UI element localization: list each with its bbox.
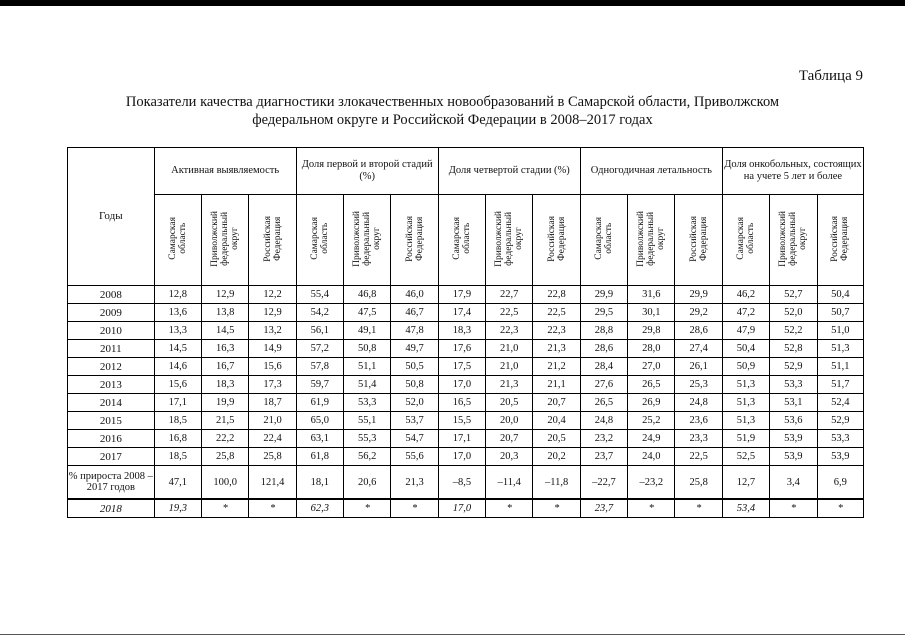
- table-row: [68, 286, 864, 304]
- value-cell: 21,0: [249, 412, 296, 430]
- value-cell: 46,0: [391, 286, 438, 304]
- value-cell: 50,9: [722, 358, 769, 376]
- value-cell: –22,7: [580, 466, 627, 500]
- value-cell: *: [391, 499, 438, 518]
- table-row: [68, 340, 864, 358]
- value-cell: 17,0: [438, 448, 485, 466]
- value-cell: 55,3: [344, 430, 391, 448]
- value-cell: 56,2: [344, 448, 391, 466]
- value-cell: 22,5: [675, 448, 722, 466]
- value-cell: 3,4: [770, 466, 817, 500]
- year-cell: 2014: [68, 394, 155, 412]
- value-cell: 61,9: [296, 394, 343, 412]
- value-cell: 55,4: [296, 286, 343, 304]
- group-header-one-year-mortality: Одногодичная летальность: [580, 148, 722, 195]
- value-cell: 51,3: [722, 376, 769, 394]
- value-cell: 20,3: [486, 448, 533, 466]
- value-cell: 57,2: [296, 340, 343, 358]
- value-cell: *: [486, 499, 533, 518]
- subheader-samara: Самарская область: [296, 195, 343, 286]
- value-cell: 12,7: [722, 466, 769, 500]
- value-cell: 25,8: [249, 448, 296, 466]
- value-cell: 29,9: [580, 286, 627, 304]
- subheader-russia: Российская Федерация: [817, 195, 864, 286]
- subheader-russia: Российская Федерация: [249, 195, 296, 286]
- year-cell: 2011: [68, 340, 155, 358]
- value-cell: 31,6: [628, 286, 675, 304]
- value-cell: 17,5: [438, 358, 485, 376]
- value-cell: 47,8: [391, 322, 438, 340]
- value-cell: 51,1: [344, 358, 391, 376]
- value-cell: 50,5: [391, 358, 438, 376]
- value-cell: *: [201, 499, 248, 518]
- value-cell: 62,3: [296, 499, 343, 518]
- value-cell: 16,3: [201, 340, 248, 358]
- title-line-2: федеральном округе и Российской Федерации в 2008–2017 годах: [252, 112, 653, 128]
- value-cell: 22,5: [533, 304, 580, 322]
- value-cell: 55,6: [391, 448, 438, 466]
- subheader-russia: Российская Федерация: [533, 195, 580, 286]
- value-cell: 63,1: [296, 430, 343, 448]
- value-cell: 18,3: [438, 322, 485, 340]
- value-cell: 13,8: [201, 304, 248, 322]
- value-cell: –23,2: [628, 466, 675, 500]
- value-cell: 28,4: [580, 358, 627, 376]
- value-cell: 17,4: [438, 304, 485, 322]
- year-cell: 2018: [68, 499, 155, 518]
- table-title: [100, 93, 805, 129]
- value-cell: 53,9: [770, 448, 817, 466]
- year-cell: 2016: [68, 430, 155, 448]
- value-cell: 52,7: [770, 286, 817, 304]
- value-cell: 53,6: [770, 412, 817, 430]
- table-row: [68, 394, 864, 412]
- subheader-samara: Самарская область: [722, 195, 769, 286]
- value-cell: 15,5: [438, 412, 485, 430]
- value-cell: 23,7: [580, 448, 627, 466]
- value-cell: 55,1: [344, 412, 391, 430]
- value-cell: 14,5: [201, 322, 248, 340]
- value-cell: –11,4: [486, 466, 533, 500]
- value-cell: 22,3: [486, 322, 533, 340]
- value-cell: *: [675, 499, 722, 518]
- value-cell: 12,9: [249, 304, 296, 322]
- value-cell: 51,7: [817, 376, 864, 394]
- value-cell: *: [628, 499, 675, 518]
- subheader-volga: Приволжский федеральный округ: [770, 195, 817, 286]
- value-cell: 46,2: [722, 286, 769, 304]
- value-cell: 30,1: [628, 304, 675, 322]
- subheader-russia: Российская Федерация: [675, 195, 722, 286]
- value-cell: 13,6: [154, 304, 201, 322]
- subheader-russia: Российская Федерация: [391, 195, 438, 286]
- value-cell: 21,2: [533, 358, 580, 376]
- year-cell: 2012: [68, 358, 155, 376]
- table-row: [68, 322, 864, 340]
- value-cell: 15,6: [249, 358, 296, 376]
- value-cell: 51,0: [817, 322, 864, 340]
- value-cell: 50,8: [391, 376, 438, 394]
- value-cell: 27,4: [675, 340, 722, 358]
- value-cell: 100,0: [201, 466, 248, 500]
- table-row: [68, 376, 864, 394]
- value-cell: 26,9: [628, 394, 675, 412]
- value-cell: 46,7: [391, 304, 438, 322]
- value-cell: 29,8: [628, 322, 675, 340]
- value-cell: 52,0: [391, 394, 438, 412]
- value-cell: 16,5: [438, 394, 485, 412]
- value-cell: *: [770, 499, 817, 518]
- value-cell: 23,2: [580, 430, 627, 448]
- value-cell: 15,6: [154, 376, 201, 394]
- value-cell: 20,7: [533, 394, 580, 412]
- value-cell: 53,3: [344, 394, 391, 412]
- value-cell: 17,0: [438, 376, 485, 394]
- subheader-volga: Приволжский федеральный округ: [344, 195, 391, 286]
- value-cell: 17,6: [438, 340, 485, 358]
- value-cell: *: [817, 499, 864, 518]
- table-row: [68, 430, 864, 448]
- years-header: Годы: [68, 148, 155, 286]
- value-cell: *: [249, 499, 296, 518]
- value-cell: 17,0: [438, 499, 485, 518]
- value-cell: 14,9: [249, 340, 296, 358]
- value-cell: 22,4: [249, 430, 296, 448]
- value-cell: 27,0: [628, 358, 675, 376]
- value-cell: 29,9: [675, 286, 722, 304]
- value-cell: 20,2: [533, 448, 580, 466]
- value-cell: 51,3: [817, 340, 864, 358]
- subheader-samara: Самарская область: [154, 195, 201, 286]
- value-cell: 28,0: [628, 340, 675, 358]
- value-cell: 24,8: [580, 412, 627, 430]
- value-cell: 56,1: [296, 322, 343, 340]
- value-cell: 54,7: [391, 430, 438, 448]
- value-cell: 53,3: [770, 376, 817, 394]
- value-cell: 24,0: [628, 448, 675, 466]
- value-cell: 29,2: [675, 304, 722, 322]
- value-cell: 121,4: [249, 466, 296, 500]
- value-cell: 25,2: [628, 412, 675, 430]
- value-cell: 22,8: [533, 286, 580, 304]
- value-cell: 18,3: [201, 376, 248, 394]
- value-cell: 20,5: [486, 394, 533, 412]
- value-cell: –8,5: [438, 466, 485, 500]
- value-cell: 53,4: [722, 499, 769, 518]
- value-cell: 20,5: [533, 430, 580, 448]
- value-cell: 17,1: [438, 430, 485, 448]
- subheader-samara: Самарская область: [438, 195, 485, 286]
- title-line-1: Показатели качества диагностики злокачественных новообразований в Самарской области, Приволжском: [125, 94, 780, 110]
- value-cell: 57,8: [296, 358, 343, 376]
- value-cell: 28,6: [580, 340, 627, 358]
- value-cell: 50,7: [817, 304, 864, 322]
- value-cell: 53,7: [391, 412, 438, 430]
- diagnostics-table: [67, 147, 864, 518]
- value-cell: 12,2: [249, 286, 296, 304]
- value-cell: 6,9: [817, 466, 864, 500]
- value-cell: *: [533, 499, 580, 518]
- value-cell: 47,5: [344, 304, 391, 322]
- value-cell: 27,6: [580, 376, 627, 394]
- value-cell: 23,6: [675, 412, 722, 430]
- value-cell: 53,1: [770, 394, 817, 412]
- value-cell: 51,9: [722, 430, 769, 448]
- value-cell: 16,7: [201, 358, 248, 376]
- year-cell: % прироста 2008 – 2017 годов: [68, 466, 155, 500]
- value-cell: 21,5: [201, 412, 248, 430]
- growth-row: [68, 466, 864, 500]
- subheader-volga: Приволжский федеральный округ: [486, 195, 533, 286]
- value-cell: 50,8: [344, 340, 391, 358]
- value-cell: 51,1: [817, 358, 864, 376]
- value-cell: 26,5: [580, 394, 627, 412]
- value-cell: 19,9: [201, 394, 248, 412]
- value-cell: 21,0: [486, 340, 533, 358]
- value-cell: 23,3: [675, 430, 722, 448]
- year-cell: 2015: [68, 412, 155, 430]
- value-cell: 12,9: [201, 286, 248, 304]
- value-cell: 52,4: [817, 394, 864, 412]
- bottom-border-line: [0, 634, 905, 635]
- value-cell: 20,0: [486, 412, 533, 430]
- value-cell: 25,8: [675, 466, 722, 500]
- value-cell: 50,4: [817, 286, 864, 304]
- value-cell: 52,9: [817, 412, 864, 430]
- value-cell: 21,3: [533, 340, 580, 358]
- value-cell: 28,8: [580, 322, 627, 340]
- value-cell: 65,0: [296, 412, 343, 430]
- table-row: [68, 358, 864, 376]
- year-cell: 2013: [68, 376, 155, 394]
- value-cell: 19,3: [154, 499, 201, 518]
- value-cell: 61,8: [296, 448, 343, 466]
- value-cell: 54,2: [296, 304, 343, 322]
- row-2018: [68, 499, 864, 518]
- value-cell: 18,7: [249, 394, 296, 412]
- value-cell: 24,9: [628, 430, 675, 448]
- value-cell: 12,8: [154, 286, 201, 304]
- table-row: [68, 448, 864, 466]
- value-cell: 14,6: [154, 358, 201, 376]
- value-cell: *: [344, 499, 391, 518]
- value-cell: 26,5: [628, 376, 675, 394]
- subheader-volga: Приволжский федеральный округ: [201, 195, 248, 286]
- value-cell: 23,7: [580, 499, 627, 518]
- value-cell: 29,5: [580, 304, 627, 322]
- value-cell: 26,1: [675, 358, 722, 376]
- value-cell: 53,9: [817, 448, 864, 466]
- value-cell: 47,1: [154, 466, 201, 500]
- value-cell: 17,1: [154, 394, 201, 412]
- value-cell: 50,4: [722, 340, 769, 358]
- value-cell: 18,1: [296, 466, 343, 500]
- value-cell: 47,2: [722, 304, 769, 322]
- value-cell: 28,6: [675, 322, 722, 340]
- group-header-active-detection: Активная выявляемость: [154, 148, 296, 195]
- value-cell: 21,3: [486, 376, 533, 394]
- value-cell: 46,8: [344, 286, 391, 304]
- group-header-5-year-registered: Доля онкобольных, состоящих на учете 5 лет и более: [722, 148, 863, 195]
- value-cell: 51,3: [722, 412, 769, 430]
- value-cell: –11,8: [533, 466, 580, 500]
- value-cell: 20,4: [533, 412, 580, 430]
- table-row: [68, 412, 864, 430]
- value-cell: 21,1: [533, 376, 580, 394]
- value-cell: 22,2: [201, 430, 248, 448]
- value-cell: 24,8: [675, 394, 722, 412]
- value-cell: 53,3: [817, 430, 864, 448]
- value-cell: 52,5: [722, 448, 769, 466]
- subcolumn-header-row: [68, 195, 864, 286]
- top-border-line: [0, 0, 905, 6]
- value-cell: 13,3: [154, 322, 201, 340]
- value-cell: 18,5: [154, 412, 201, 430]
- value-cell: 49,7: [391, 340, 438, 358]
- value-cell: 53,9: [770, 430, 817, 448]
- value-cell: 17,9: [438, 286, 485, 304]
- value-cell: 52,2: [770, 322, 817, 340]
- subheader-volga: Приволжский федеральный округ: [628, 195, 675, 286]
- value-cell: 25,8: [201, 448, 248, 466]
- value-cell: 52,0: [770, 304, 817, 322]
- year-cell: 2017: [68, 448, 155, 466]
- table-row: [68, 304, 864, 322]
- value-cell: 51,4: [344, 376, 391, 394]
- value-cell: 16,8: [154, 430, 201, 448]
- value-cell: 14,5: [154, 340, 201, 358]
- value-cell: 21,0: [486, 358, 533, 376]
- value-cell: 22,7: [486, 286, 533, 304]
- group-header-stage-4: Доля четвертой стадии (%): [438, 148, 580, 195]
- value-cell: 20,7: [486, 430, 533, 448]
- value-cell: 22,3: [533, 322, 580, 340]
- year-cell: 2010: [68, 322, 155, 340]
- value-cell: 49,1: [344, 322, 391, 340]
- value-cell: 51,3: [722, 394, 769, 412]
- value-cell: 22,5: [486, 304, 533, 322]
- table-body: [68, 286, 864, 518]
- value-cell: 52,9: [770, 358, 817, 376]
- value-cell: 52,8: [770, 340, 817, 358]
- value-cell: 47,9: [722, 322, 769, 340]
- table-number: Таблица 9: [798, 68, 863, 84]
- subheader-samara: Самарская область: [580, 195, 627, 286]
- year-cell: 2008: [68, 286, 155, 304]
- year-cell: 2009: [68, 304, 155, 322]
- value-cell: 20,6: [344, 466, 391, 500]
- value-cell: 13,2: [249, 322, 296, 340]
- value-cell: 21,3: [391, 466, 438, 500]
- value-cell: 18,5: [154, 448, 201, 466]
- value-cell: 59,7: [296, 376, 343, 394]
- group-header-stage-1-2: Доля первой и второй стадий (%): [296, 148, 438, 195]
- value-cell: 17,3: [249, 376, 296, 394]
- value-cell: 25,3: [675, 376, 722, 394]
